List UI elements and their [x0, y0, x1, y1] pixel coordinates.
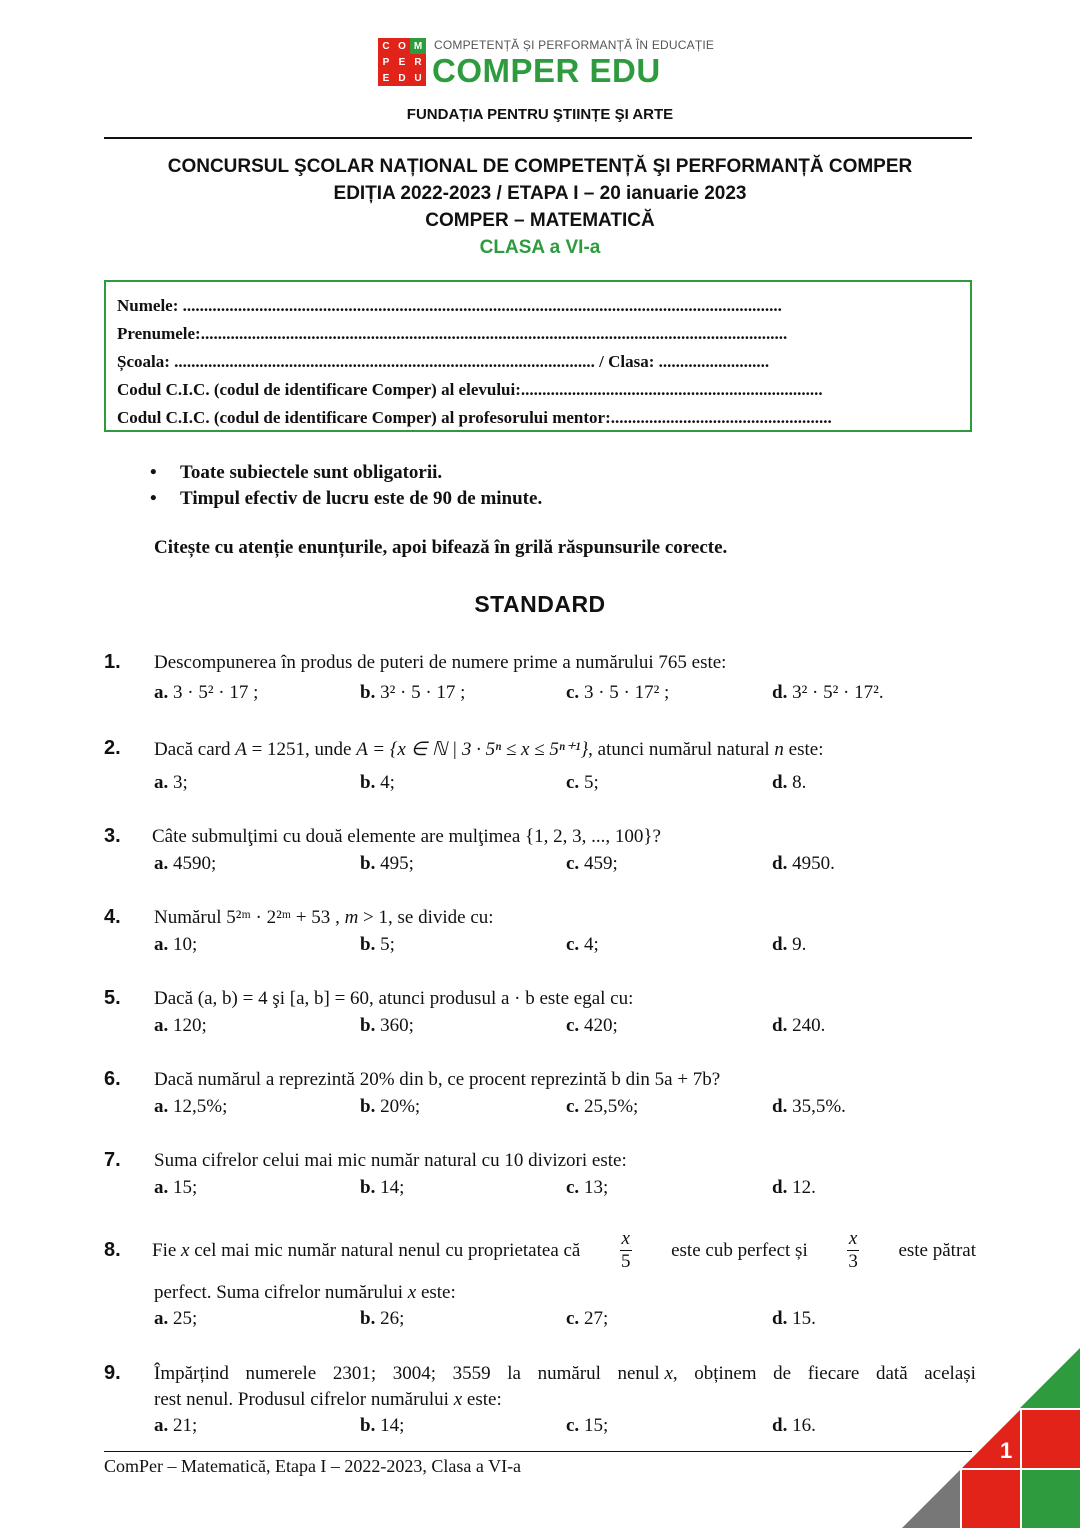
corner-green-square [1022, 1470, 1080, 1528]
option-a[interactable]: a. 25; [154, 1308, 198, 1329]
page-number: 1 [1000, 1438, 1013, 1463]
school-class-field[interactable]: Școala: ................................................................................................... / Clasa: .......................... [117, 352, 770, 371]
logo-cell: C [378, 38, 394, 54]
option-d[interactable]: d. 12. [772, 1177, 816, 1198]
option-c[interactable]: c. 25,5%; [566, 1096, 639, 1117]
option-a[interactable]: a. 15; [154, 1177, 198, 1198]
option-c[interactable]: c. 15; [566, 1415, 609, 1436]
question-text: Câte submulţimi cu două elemente are mulţimea {1, 2, 3, ..., 100}? [152, 826, 661, 847]
option-a[interactable]: a. 3; [154, 772, 188, 793]
question-text: Suma cifrelor celui mai mic număr natural cu 10 divizori este: [154, 1150, 627, 1171]
option-c[interactable]: c. 5; [566, 772, 599, 793]
option-c[interactable]: c. 420; [566, 1015, 618, 1036]
option-a[interactable]: a. 12,5%; [154, 1096, 228, 1117]
section-title: STANDARD [474, 591, 606, 617]
option-c[interactable]: c. 13; [566, 1177, 609, 1198]
question-text: Fie x cel mai mic număr natural nenul cu proprietatea că $\frac{x}{5}$ este cub perfect și $\frac{x}{3}$ este pătrat [152, 1228, 976, 1272]
question-number: 6. [104, 1068, 121, 1090]
option-a[interactable]: a. 21; [154, 1415, 198, 1436]
fraction-x-over-5: $\frac{x}{5}$ [620, 1228, 631, 1272]
option-b[interactable]: b. 495; [360, 853, 414, 874]
question-text-continued: perfect. Suma cifrelor numărului x este: [154, 1282, 456, 1303]
name-field[interactable]: Numele: ............................................................................................................................................. [117, 296, 782, 315]
question-text: Descompunerea în produs de puteri de numere prime a numărului 765 este: [154, 652, 727, 673]
option-d[interactable]: d. 240. [772, 1015, 826, 1036]
question-text: Dacă numărul a reprezintă 20% din b, ce procent reprezintă b din 5a + 7b? [154, 1069, 721, 1090]
option-c[interactable]: c. 459; [566, 853, 618, 874]
logo-cell: O [394, 38, 410, 54]
option-b[interactable]: b. 5; [360, 934, 395, 955]
option-d[interactable]: d. 8. [772, 772, 807, 793]
question-number: 4. [104, 906, 121, 928]
logo-cell: E [378, 70, 394, 86]
option-d[interactable]: d. 3² · 5² · 17². [772, 682, 884, 703]
option-a[interactable]: a. 3 · 5² · 17 ; [154, 682, 259, 703]
question-text: Numărul 5²ᵐ · 2²ᵐ + 53 , m > 1, se divide cu: [154, 907, 494, 928]
header-divider [104, 137, 972, 139]
rule-bullet: • Timpul efectiv de lucru este de 90 de minute. [150, 488, 543, 509]
question-number: 2. [104, 737, 121, 759]
question-text: Dacă card A = 1251, unde A = {x ∈ ℕ | 3 · 5ⁿ ≤ x ≤ 5ⁿ⁺¹}, atunci numărul natural n este: [154, 739, 824, 760]
mentor-code-field[interactable]: Codul C.I.C. (codul de identificare Comper) al profesorului mentor:.................................................... [117, 408, 832, 427]
question-number: 8. [104, 1239, 121, 1261]
option-c[interactable]: c. 27; [566, 1308, 609, 1329]
corner-decoration [900, 1348, 1080, 1528]
first-name-field[interactable]: Prenumele:.......................................................................................................................................... [117, 324, 788, 343]
question-text-continued: rest nenul. Produsul cifrelor numărului x este: [154, 1389, 502, 1410]
corner-red-square [1022, 1410, 1080, 1468]
student-code-field[interactable]: Codul C.I.C. (codul de identificare Comper) al elevului:....................................................................... [117, 380, 823, 399]
option-c[interactable]: c. 3 · 5 · 17² ; [566, 682, 670, 703]
option-a[interactable]: a. 120; [154, 1015, 207, 1036]
logo-cell: P [378, 54, 394, 70]
option-b[interactable]: b. 3² · 5 · 17 ; [360, 682, 466, 703]
option-d[interactable]: d. 15. [772, 1308, 816, 1329]
contest-title: CONCURSUL ŞCOLAR NAȚIONAL DE COMPETENȚĂ ŞI PERFORMANȚĂ COMPER [167, 156, 913, 177]
question-number: 1. [104, 651, 121, 673]
option-b[interactable]: b. 14; [360, 1177, 405, 1198]
option-d[interactable]: d. 9. [772, 934, 807, 955]
question-number: 3. [104, 825, 121, 847]
rule-text: Toate subiectele sunt obligatorii. [180, 462, 443, 483]
edition-line: EDIȚIA 2022-2023 / ETAPA I – 20 ianuarie 2023 [333, 183, 747, 204]
logo-tagline: COMPETENȚĂ ȘI PERFORMANȚĂ ÎN EDUCAȚIE [434, 38, 715, 52]
footer-divider [104, 1451, 972, 1452]
corner-green-triangle [1020, 1348, 1080, 1408]
subject-line: COMPER – MATEMATICĂ [425, 210, 655, 231]
footer-text: ComPer – Matematică, Etapa I – 2022-2023, Clasa a VI-a [104, 1456, 522, 1476]
question-text: Dacă (a, b) = 4 şi [a, b] = 60, atunci produsul a · b este egal cu: [154, 988, 634, 1009]
logo-cell: M [410, 38, 426, 54]
option-b[interactable]: b. 4; [360, 772, 395, 793]
student-id-box [104, 280, 972, 432]
question-number: 5. [104, 987, 121, 1009]
corner-gray-triangle [902, 1470, 960, 1528]
corner-red-square [962, 1470, 1020, 1528]
logo-cell: E [394, 54, 410, 70]
logo-name: COMPER EDU [432, 52, 661, 89]
logo-mark [378, 38, 426, 86]
question-number: 7. [104, 1149, 121, 1171]
foundation-name: FUNDAȚIA PENTRU ŞTIINȚE ŞI ARTE [406, 106, 674, 123]
option-d[interactable]: d. 35,5%. [772, 1096, 846, 1117]
logo-cell: D [394, 70, 410, 86]
option-d[interactable]: d. 4950. [772, 853, 835, 874]
option-b[interactable]: b. 360; [360, 1015, 414, 1036]
grade-line: CLASA a VI-a [479, 237, 601, 258]
rule-bullet: • Toate subiectele sunt obligatorii. [150, 462, 443, 483]
fraction-x-over-3: $\frac{x}{3}$ [848, 1228, 858, 1272]
logo-cell: R [410, 54, 426, 70]
comper-logo [378, 38, 715, 89]
option-c[interactable]: c. 4; [566, 934, 599, 955]
option-b[interactable]: b. 26; [360, 1308, 405, 1329]
option-d[interactable]: d. 16. [772, 1415, 816, 1436]
question-text: Împărțind numerele 2301; 3004; 3559 la numărul nenul x, obținem de fiecare dată același [154, 1363, 976, 1384]
question-number: 9. [104, 1362, 121, 1384]
logo-cell: U [410, 70, 426, 86]
instruction-text: Citește cu atenție enunțurile, apoi bifează în grilă răspunsurile corecte. [154, 537, 728, 558]
option-a[interactable]: a. 4590; [154, 853, 217, 874]
option-b[interactable]: b. 14; [360, 1415, 405, 1436]
rule-text: Timpul efectiv de lucru este de 90 de minute. [180, 488, 543, 509]
option-a[interactable]: a. 10; [154, 934, 198, 955]
option-b[interactable]: b. 20%; [360, 1096, 421, 1117]
